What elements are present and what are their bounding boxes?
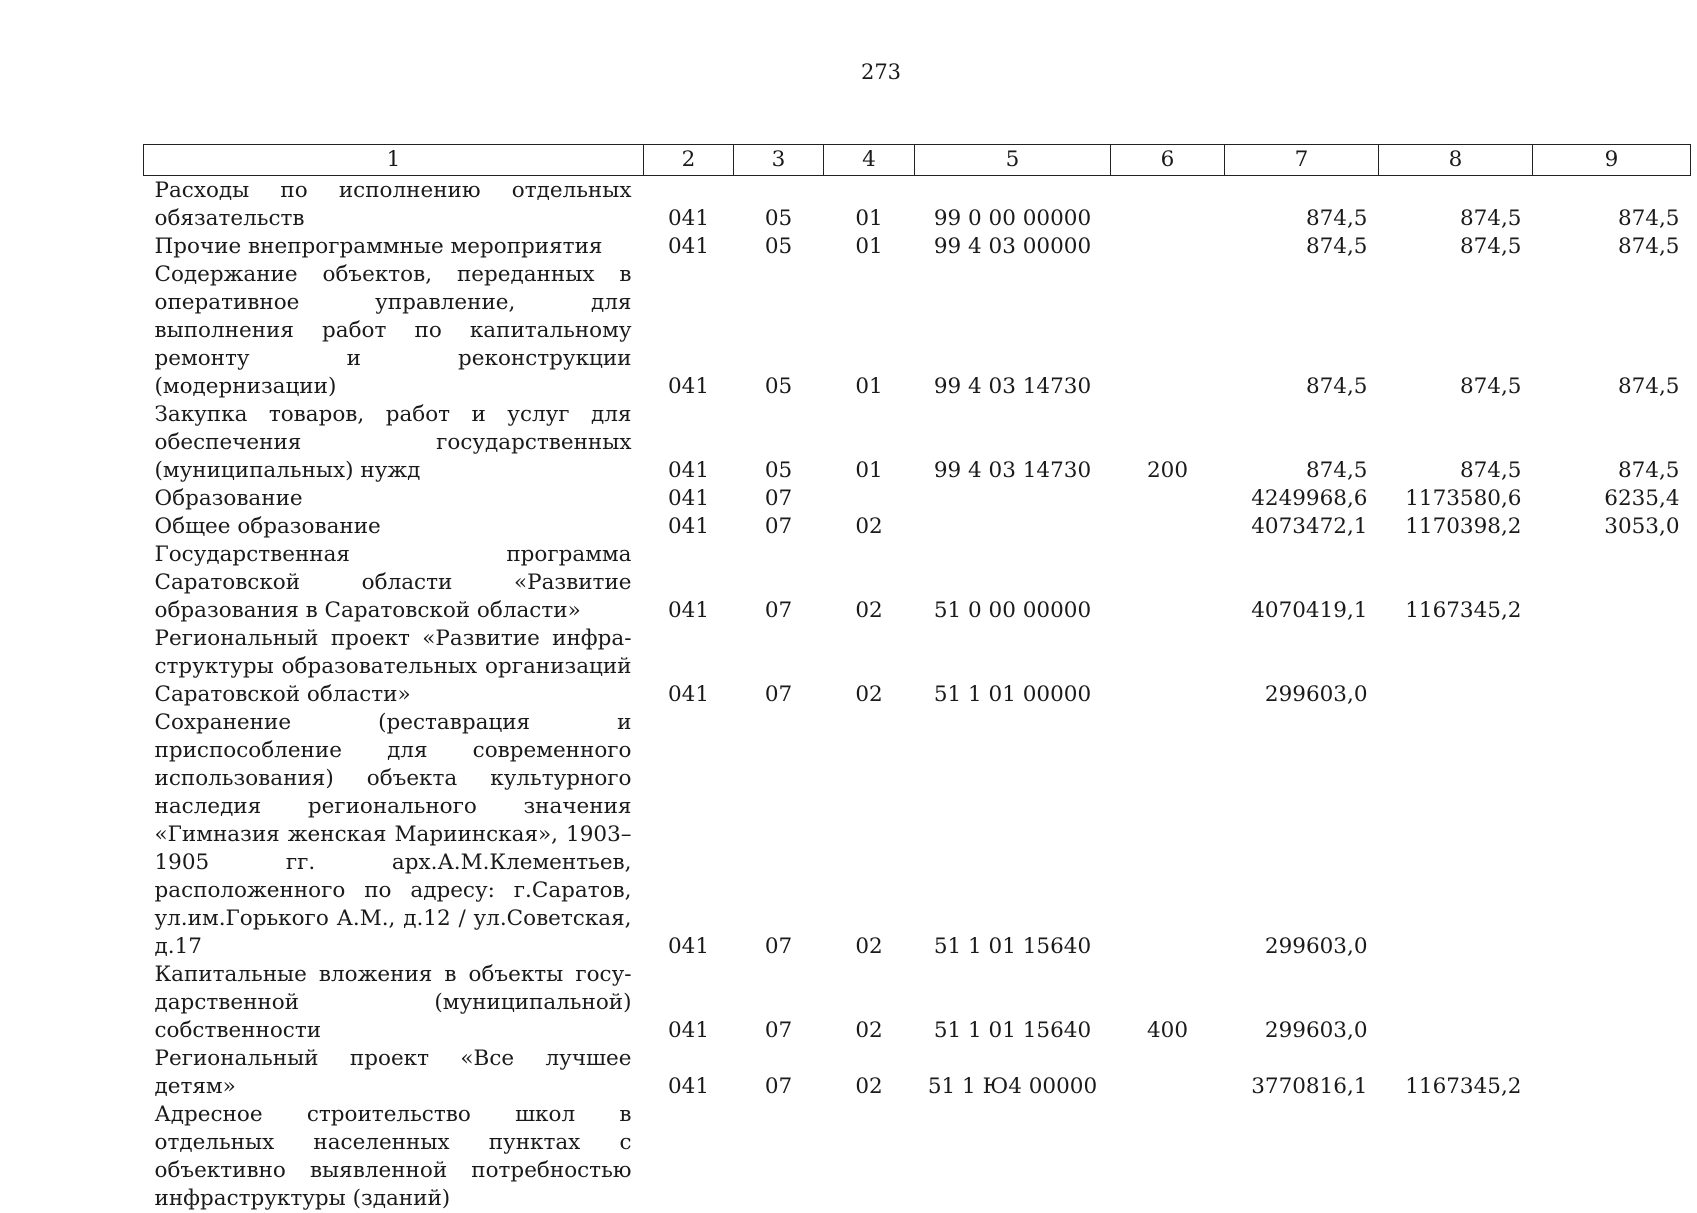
row-name: Адресное строительство школ в отдельных населенных пунктах с объективно выявленной потребностью инфраструктуры (зданий) (154, 1102, 632, 1211)
cell-subsection: 02 (855, 514, 883, 539)
column-header: 5 (915, 145, 1111, 176)
cell-amount-7: 3770816,1 (1251, 1074, 1368, 1099)
row-name: Капитальные вложения в объекты государственной (муниципальной) собственности (154, 962, 632, 1043)
cell-amount-7: 299603,0 (1264, 934, 1368, 959)
cell-target-article: 51 0 00 00000 (933, 598, 1092, 623)
cell-expense-type (1111, 1101, 1225, 1213)
table-row (144, 177, 1691, 233)
table-row (144, 625, 1691, 709)
column-header: 8 (1379, 145, 1533, 176)
cell-target-article (915, 485, 1111, 513)
cell-section: 07 (764, 682, 793, 707)
cell-target-article: 51 1 01 15640 (933, 934, 1092, 959)
row-name: Закупка товаров, работ и услуг для обеспечения государственных (муниципальных) нужд (154, 402, 632, 483)
cell-section: 05 (764, 234, 793, 259)
column-header: 6 (1111, 145, 1225, 176)
cell-expense-type: 400 (1146, 1018, 1189, 1043)
row-name: Региональный проект «Развитие инфраструктуры образовательных организаций Саратовской области» (154, 626, 632, 707)
cell-amount-7 (1225, 1101, 1379, 1213)
cell-target-article: 51 1 01 00000 (933, 682, 1092, 707)
cell-ministry: 041 (667, 934, 710, 959)
cell-subsection: 01 (855, 234, 883, 259)
cell-ministry: 041 (667, 234, 710, 259)
cell-expense-type (1111, 261, 1225, 401)
cell-amount-9 (1533, 1045, 1691, 1101)
cell-amount-9: 874,5 (1617, 458, 1680, 483)
cell-target-article (915, 513, 1111, 541)
cell-ministry: 041 (667, 682, 710, 707)
cell-subsection: 02 (855, 934, 883, 959)
column-header: 3 (734, 145, 824, 176)
cell-ministry: 041 (667, 486, 710, 511)
cell-amount-7: 874,5 (1305, 234, 1368, 259)
cell-amount-7: 874,5 (1305, 374, 1368, 399)
cell-target-article: 99 0 00 00000 (933, 206, 1092, 231)
cell-amount-9 (1533, 541, 1691, 625)
row-name: Общее образование (154, 514, 381, 539)
cell-expense-type (1111, 709, 1225, 961)
cell-subsection: 02 (855, 1018, 883, 1043)
cell-section: 05 (764, 206, 793, 231)
cell-expense-type (1111, 485, 1225, 513)
table-row (144, 961, 1691, 1045)
row-name: Расходы по исполнению отдельных обязательств (154, 178, 632, 231)
cell-subsection: 01 (855, 374, 883, 399)
cell-amount-8: 874,5 (1459, 206, 1522, 231)
row-name: Региональный проект «Все лучшее детям» (154, 1046, 632, 1099)
cell-subsection: 02 (855, 598, 883, 623)
cell-amount-8 (1379, 1101, 1533, 1213)
cell-amount-8 (1379, 961, 1533, 1045)
cell-expense-type: 200 (1146, 458, 1189, 483)
cell-target-article: 51 1 Ю4 00000 (927, 1074, 1098, 1099)
cell-section: 07 (764, 514, 793, 539)
cell-ministry: 041 (667, 514, 710, 539)
cell-amount-7: 299603,0 (1264, 682, 1368, 707)
cell-expense-type (1111, 233, 1225, 261)
cell-amount-8: 874,5 (1459, 234, 1522, 259)
cell-amount-8: 1167345,2 (1405, 598, 1522, 623)
cell-amount-8: 1170398,2 (1405, 514, 1522, 539)
cell-amount-9: 874,5 (1617, 234, 1680, 259)
cell-amount-7: 299603,0 (1264, 1018, 1368, 1043)
cell-amount-9 (1533, 709, 1691, 961)
cell-section: 05 (764, 458, 793, 483)
cell-amount-7: 874,5 (1305, 458, 1368, 483)
table-row (144, 233, 1691, 261)
cell-section: 07 (764, 934, 793, 959)
cell-subsection: 02 (855, 1074, 883, 1099)
header-row (144, 145, 1691, 176)
cell-ministry: 041 (667, 1018, 710, 1043)
page-number: 273 (860, 60, 902, 84)
row-name: Содержание объектов, переданных в оперативное управление, для выполнения работ по капитальному ремонту и реконструкции (модернизации) (154, 262, 632, 399)
cell-ministry: 041 (667, 206, 710, 231)
cell-amount-8: 1167345,2 (1405, 1074, 1522, 1099)
column-header: 7 (1225, 145, 1379, 176)
column-header: 2 (644, 145, 734, 176)
column-header: 9 (1533, 145, 1691, 176)
cell-expense-type (1111, 625, 1225, 709)
cell-expense-type (1111, 513, 1225, 541)
cell-amount-9 (1533, 961, 1691, 1045)
cell-amount-9 (1533, 1101, 1691, 1213)
column-header: 4 (824, 145, 915, 176)
cell-amount-7: 4249968,6 (1251, 486, 1368, 511)
table-row (144, 709, 1691, 961)
row-name: Образование (154, 486, 303, 511)
cell-expense-type (1111, 1045, 1225, 1101)
cell-amount-8: 1173580,6 (1405, 486, 1522, 511)
cell-target-article (915, 1101, 1111, 1213)
cell-section: 07 (764, 598, 793, 623)
cell-target-article: 51 1 01 15640 (933, 1018, 1092, 1043)
cell-amount-7: 874,5 (1305, 206, 1368, 231)
table-row (144, 485, 1691, 513)
cell-amount-7: 4070419,1 (1251, 598, 1368, 623)
cell-subsection (824, 1101, 915, 1213)
cell-subsection: 02 (855, 682, 883, 707)
table-row (144, 1045, 1691, 1101)
cell-ministry: 041 (667, 598, 710, 623)
cell-ministry: 041 (667, 374, 710, 399)
cell-amount-9: 874,5 (1617, 206, 1680, 231)
cell-ministry (644, 1101, 734, 1213)
cell-expense-type (1111, 177, 1225, 233)
cell-section: 05 (764, 374, 793, 399)
row-name: Сохранение (реставрация и приспособление для современного использования) объекта культурного наследия регионального значения «Гимназия женская Мариинская», 1903–1905 гг. арх.А.М.Клементьев, расположенного по адресу: г.Саратов, ул.им.Горького А.М., д.12 / ул.Советская, д.17 (154, 710, 632, 959)
cell-amount-8: 874,5 (1459, 374, 1522, 399)
cell-amount-8 (1379, 625, 1533, 709)
table-row (144, 261, 1691, 401)
cell-amount-7: 4073472,1 (1251, 514, 1368, 539)
cell-target-article: 99 4 03 00000 (933, 234, 1092, 259)
table-row (144, 1101, 1691, 1213)
row-name: Государственная программа Саратовской области «Развитие образования в Саратовской области» (154, 542, 632, 623)
cell-subsection: 01 (855, 458, 883, 483)
cell-amount-9: 874,5 (1617, 374, 1680, 399)
cell-amount-9 (1533, 625, 1691, 709)
table-row (144, 541, 1691, 625)
cell-subsection: 01 (855, 206, 883, 231)
cell-ministry: 041 (667, 458, 710, 483)
row-name: Прочие внепрограммные мероприятия (154, 234, 603, 259)
cell-subsection (824, 485, 915, 513)
cell-section (734, 1101, 824, 1213)
cell-expense-type (1111, 541, 1225, 625)
cell-target-article: 99 4 03 14730 (933, 374, 1092, 399)
table-row (144, 401, 1691, 485)
table-row (144, 513, 1691, 541)
cell-target-article: 99 4 03 14730 (933, 458, 1092, 483)
cell-section: 07 (764, 486, 793, 511)
cell-amount-8: 874,5 (1459, 458, 1522, 483)
cell-amount-8 (1379, 709, 1533, 961)
cell-ministry: 041 (667, 1074, 710, 1099)
column-header: 1 (144, 145, 644, 176)
cell-section: 07 (764, 1018, 793, 1043)
cell-amount-9: 3053,0 (1604, 514, 1680, 539)
budget-table (143, 144, 1691, 1213)
cell-amount-9: 6235,4 (1604, 486, 1680, 511)
cell-section: 07 (764, 1074, 793, 1099)
